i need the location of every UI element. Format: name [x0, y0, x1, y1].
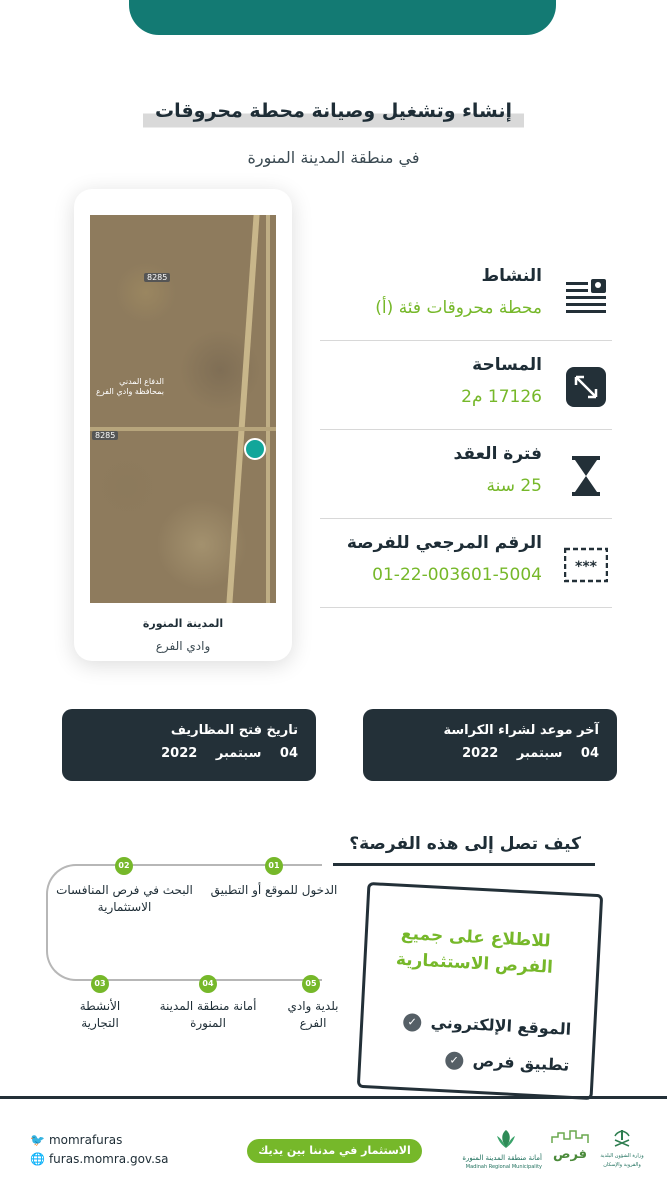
step-text: البحث في فرص المنافسات الاستثمارية: [56, 883, 193, 914]
how-to-title: كيف تصل إلى هذه الفرصة؟: [349, 834, 581, 854]
promo-item-app[interactable]: [445, 1049, 570, 1075]
svg-text:***: ***: [575, 559, 597, 575]
map-road: [226, 215, 259, 603]
date-title: تاريخ فتح المظاريف: [170, 723, 298, 738]
date-value: [363, 746, 599, 761]
title-underline: [333, 863, 595, 866]
palm-leaf-icon: [493, 1128, 519, 1150]
furas-logo: [545, 1128, 595, 1162]
furas-wordmark: فرص: [552, 1147, 588, 1162]
detail-value: 17126 م2: [461, 387, 542, 407]
step-text: بلدية وادي الفرع: [287, 999, 339, 1030]
date-year: 2022: [161, 746, 198, 761]
promo-item-website[interactable]: [403, 1011, 572, 1039]
date-value: [62, 746, 298, 761]
map-road: [90, 427, 276, 431]
twitter-icon: 🐦: [30, 1133, 45, 1147]
map-card[interactable]: [74, 189, 292, 661]
expand-arrows-icon: [564, 365, 608, 409]
detail-label: النشاط: [481, 266, 542, 286]
road-label: 8285: [92, 431, 118, 440]
envelope-opening-box: [62, 709, 316, 781]
skyline-icon: [550, 1129, 590, 1143]
footer-divider: [0, 1096, 667, 1099]
detail-contract-period: [320, 430, 612, 519]
promo-item-label: الموقع الإلكتروني: [430, 1012, 572, 1039]
palm-swords-emblem-icon: [611, 1128, 633, 1148]
step-number: 02: [115, 857, 133, 875]
detail-value: 01-22-003601-5004: [372, 565, 542, 585]
detail-label: المساحة: [472, 355, 542, 375]
madinah-municipality-logo: [462, 1128, 542, 1172]
map-district: وادي الفرع: [155, 639, 211, 653]
globe-icon: 🌐: [30, 1152, 45, 1166]
detail-value: محطة محروقات فئة (أ): [375, 298, 542, 318]
ministry-logo: [600, 1128, 644, 1170]
map-city: المدينة المنورة: [142, 617, 224, 630]
road-label: 8285: [144, 273, 170, 282]
website-link[interactable]: [30, 1152, 169, 1166]
satellite-map[interactable]: [90, 215, 276, 603]
purchase-deadline-box: [363, 709, 617, 781]
slogan-badge: الاستثمار في مدننا بين يديك: [247, 1139, 422, 1163]
detail-area: [320, 341, 612, 430]
promo-title: للاطلاع على جميع الفرص الاستثمارية: [395, 923, 554, 978]
step-number: 04: [199, 975, 217, 993]
step-text: أمانة منطقة المدينة المنورة: [159, 999, 257, 1030]
checkmark-icon: ✓: [445, 1051, 464, 1070]
map-road: [266, 215, 270, 603]
ministry-name: وزارة الشؤون البلدية والقروية والإسكان: [600, 1153, 644, 1168]
website-url: furas.momra.gov.sa: [48, 1152, 169, 1166]
reference-card-icon: [564, 543, 608, 587]
date-month: سبتمبر: [215, 746, 262, 761]
hourglass-icon: [564, 454, 608, 498]
document-search-icon: [564, 276, 608, 320]
step-number: 03: [91, 975, 109, 993]
detail-value: 25 سنة: [486, 476, 542, 496]
logo-text-en: Madinah Regional Municipality: [465, 1164, 542, 1170]
twitter-handle: momrafuras: [48, 1133, 123, 1147]
date-month: سبتمبر: [516, 746, 563, 761]
detail-reference: [320, 519, 612, 608]
page-title: إنشاء وتشغيل وصيانة محطة محروقات: [143, 96, 524, 130]
twitter-link[interactable]: [30, 1133, 122, 1147]
location-pin-icon[interactable]: [244, 438, 266, 460]
step-text: الأنشطة التجارية: [79, 999, 121, 1030]
step-number: 01: [265, 857, 283, 875]
date-title: آخر موعد لشراء الكراسة: [443, 723, 599, 738]
promo-card: [357, 882, 603, 1100]
date-year: 2022: [462, 746, 499, 761]
detail-label: فترة العقد: [453, 444, 542, 464]
date-day: 04: [580, 746, 599, 761]
title-wrap: [0, 96, 667, 130]
checkmark-icon: ✓: [403, 1013, 422, 1032]
promo-item-label: تطبيق فرص: [472, 1050, 570, 1075]
logo-text: أمانة منطقة المدينة المنورة: [462, 1154, 542, 1162]
place-label: الدفاع المدني بمحافظة وادي الفرع: [95, 377, 164, 396]
page-subtitle: في منطقة المدينة المنورة: [247, 148, 420, 167]
step-number: 05: [302, 975, 320, 993]
date-day: 04: [279, 746, 298, 761]
detail-label: الرقم المرجعي للفرصة: [346, 533, 542, 553]
top-banner: [129, 0, 556, 35]
step-text: الدخول للموقع أو التطبيق: [210, 883, 338, 897]
detail-activity: [320, 252, 612, 341]
